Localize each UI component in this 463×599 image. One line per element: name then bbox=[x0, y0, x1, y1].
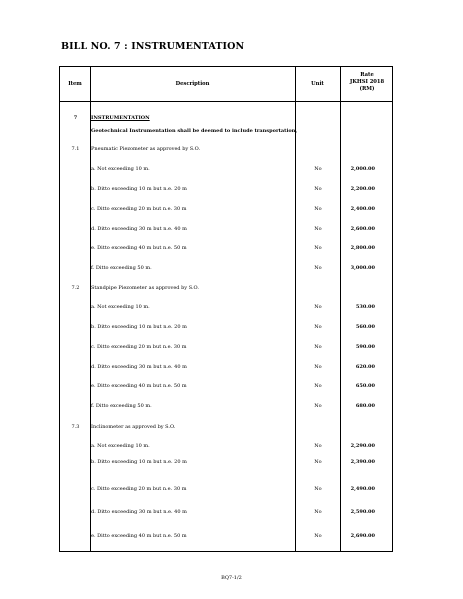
page-title: BILL NO. 7 : INSTRUMENTATION bbox=[61, 41, 245, 52]
section-note: Geotechnical Instrumentation shall be deemed to include transportation, bbox=[91, 128, 298, 134]
header-rate-source: JKHSI 2018 bbox=[349, 79, 385, 85]
row-unit: No bbox=[314, 304, 322, 310]
header-rate-currency: (RM) bbox=[359, 86, 375, 92]
page-footer: BQ7-1/2 bbox=[221, 575, 242, 581]
header-rate bbox=[340, 72, 394, 93]
row-description: b. Ditto exceeding 10 m but n.e. 20 m bbox=[91, 186, 187, 192]
row-item-number: 7.3 bbox=[71, 424, 80, 430]
row-description: a. Not exceeding 10 m. bbox=[91, 443, 150, 449]
section-heading: INSTRUMENTATION bbox=[91, 115, 150, 121]
row-unit: No bbox=[314, 443, 322, 449]
row-unit: No bbox=[314, 344, 322, 350]
row-rate: 2,690.00 bbox=[350, 533, 375, 539]
row-unit: No bbox=[314, 459, 322, 465]
header-rate-label: Rate bbox=[360, 72, 374, 78]
section-item-number: 7 bbox=[73, 115, 78, 121]
row-description: d. Ditto exceeding 30 m but n.e. 40 m bbox=[91, 509, 187, 515]
row-unit: No bbox=[314, 324, 322, 330]
row-description: a. Not exceeding 10 m. bbox=[91, 304, 150, 310]
row-description: d. Ditto exceeding 30 m but n.e. 40 m bbox=[91, 226, 187, 232]
row-description: e. Ditto exceeding 40 m but n.e. 50 m bbox=[91, 383, 187, 389]
row-unit: No bbox=[314, 166, 322, 172]
row-unit: No bbox=[314, 206, 322, 212]
row-description: f. Ditto exceeding 50 m. bbox=[91, 403, 152, 409]
row-description: a. Not exceeding 10 m. bbox=[91, 166, 150, 172]
row-unit: No bbox=[314, 383, 322, 389]
row-description: Pneumatic Piezometer as approved by S.O. bbox=[91, 146, 201, 152]
row-rate: 620.00 bbox=[355, 364, 375, 370]
row-description: d. Ditto exceeding 30 m but n.e. 40 m bbox=[91, 364, 187, 370]
row-rate: 530.00 bbox=[355, 304, 375, 310]
row-description: c. Ditto exceeding 20 m but n.e. 30 m bbox=[91, 344, 187, 350]
row-unit: No bbox=[314, 533, 322, 539]
row-rate: 3,000.00 bbox=[350, 265, 375, 271]
row-rate: 560.00 bbox=[355, 324, 375, 330]
row-unit: No bbox=[314, 226, 322, 232]
column-divider bbox=[340, 67, 341, 551]
row-rate: 2,290.00 bbox=[350, 443, 375, 449]
row-description: b. Ditto exceeding 10 m but n.e. 20 m bbox=[91, 324, 187, 330]
row-unit: No bbox=[314, 509, 322, 515]
row-description: e. Ditto exceeding 40 m but n.e. 50 m bbox=[91, 533, 187, 539]
row-description: f. Ditto exceeding 50 m. bbox=[91, 265, 152, 271]
row-rate: 650.00 bbox=[355, 383, 375, 389]
row-rate: 2,000.00 bbox=[350, 166, 375, 172]
row-unit: No bbox=[314, 364, 322, 370]
row-description: c. Ditto exceeding 20 m but n.e. 30 m bbox=[91, 486, 187, 492]
row-rate: 2,200.00 bbox=[350, 186, 375, 192]
bill-table bbox=[59, 66, 393, 552]
row-rate: 590.00 bbox=[355, 344, 375, 350]
row-rate: 2,390.00 bbox=[350, 459, 375, 465]
row-description: c. Ditto exceeding 20 m but n.e. 30 m bbox=[91, 206, 187, 212]
row-description: e. Ditto exceeding 40 m but n.e. 50 m bbox=[91, 245, 187, 251]
row-item-number: 7.2 bbox=[71, 285, 80, 291]
row-description: Standpipe Piezometer as approved by S.O. bbox=[91, 285, 199, 291]
row-rate: 680.00 bbox=[355, 403, 375, 409]
row-unit: No bbox=[314, 403, 322, 409]
row-description: Inclinometer as approved by S.O. bbox=[91, 424, 176, 430]
header-item: Item bbox=[68, 81, 82, 87]
row-rate: 2,600.00 bbox=[350, 226, 375, 232]
row-rate: 2,490.00 bbox=[350, 486, 375, 492]
row-unit: No bbox=[314, 265, 322, 271]
row-unit: No bbox=[314, 245, 322, 251]
row-description: b. Ditto exceeding 10 m but n.e. 20 m bbox=[91, 459, 187, 465]
row-rate: 2,400.00 bbox=[350, 206, 375, 212]
header-divider bbox=[60, 101, 392, 102]
row-rate: 2,590.00 bbox=[350, 509, 375, 515]
row-item-number: 7.1 bbox=[71, 146, 80, 152]
row-rate: 2,800.00 bbox=[350, 245, 375, 251]
header-description: Description bbox=[175, 81, 210, 87]
row-unit: No bbox=[314, 486, 322, 492]
row-unit: No bbox=[314, 186, 322, 192]
header-unit: Unit bbox=[311, 81, 324, 87]
